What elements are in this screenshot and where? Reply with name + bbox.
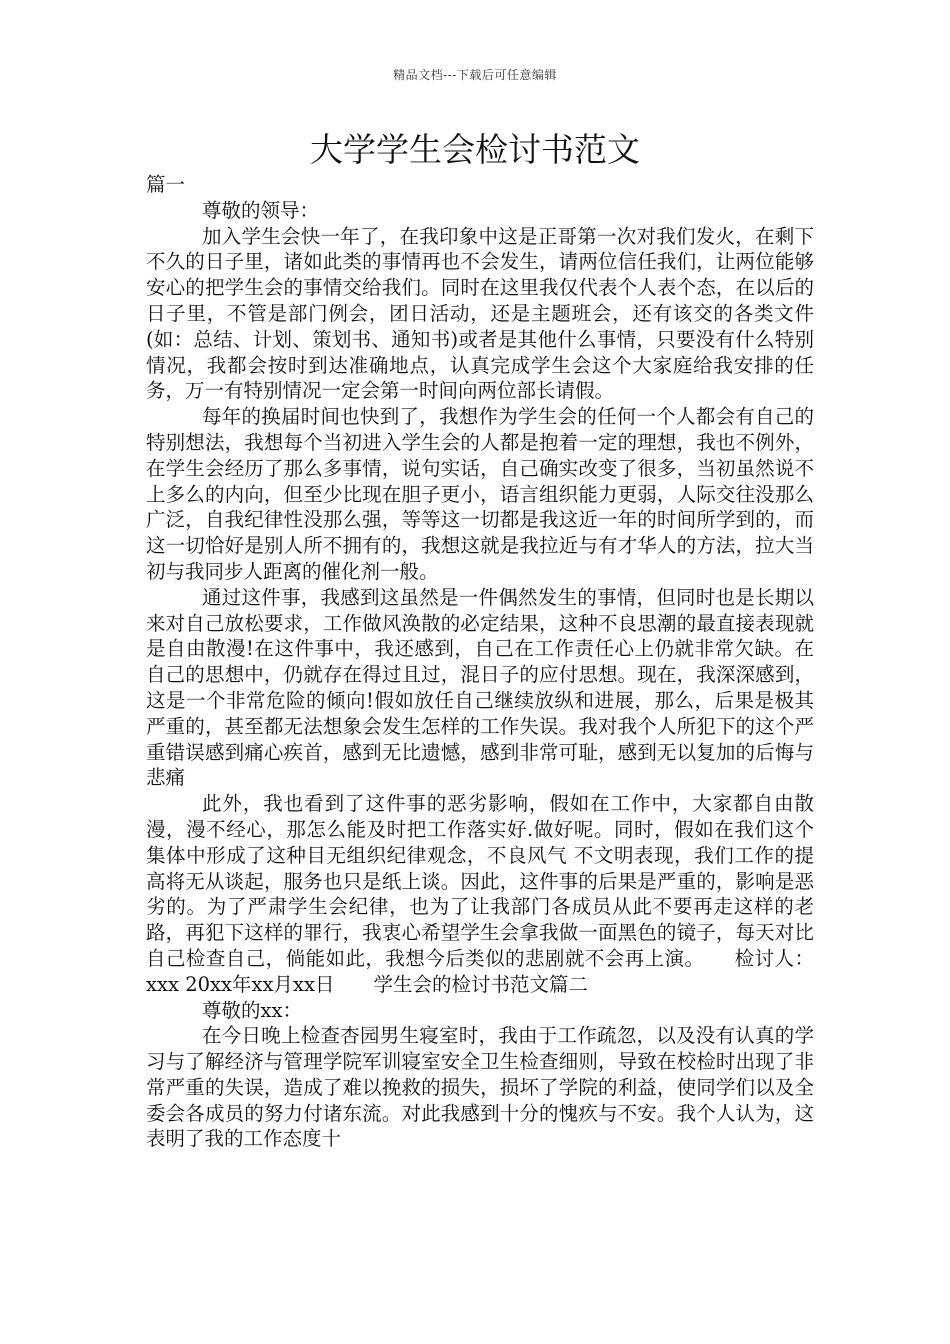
document-body [146,172,814,1152]
body-paragraph: 每年的换届时间也快到了，我想作为学生会的任何一个人都会有自己的特别想法，我想每个当初进入学生会的人都是抱着一定的理想，我也不例外，在学生会经历了那么多事情，说句实话，自己确实改变了很多，当初虽然说不上多么的内向，但至少比现在胆子更小，语言组织能力更弱，人际交往没那么广泛，自我纪律性没那么强，等等这一切都是我这近一年的时间所学到的，而这一切恰好是别人所不拥有的，我想这就是我拉近与有才华人的方法，拉大当初与我同步人距离的催化剂一般。 [146,405,814,583]
section-label: 篇一 [146,173,186,196]
header-note: 精品文档---下载后可任意编辑 [393,68,557,82]
body-paragraph: 通过这件事，我感到这虽然是一件偶然发生的事情，但同时也是长期以来对自己放松要求，工作做风涣散的必定结果，这种不良思潮的最直接表现就是自由散漫!在这件事中，我还感到，自己在工作责任心上仍就非常欠缺。在自己的思想中，仍就存在得过且过，混日子的应付思想。现在，我深深感到，这是一个非常危险的倾向!假如放任自己继续放纵和进展，那么，后果是极其严重的，甚至都无法想象会发生怎样的工作失误。我对我个人所犯下的这个严重错误感到痛心疾首，感到无比遗憾，感到非常可耻，感到无以复加的后悔与悲痛 [146,585,814,790]
document-title: 大学学生会检讨书范文 [310,130,640,169]
body-paragraph: 此外，我也看到了这件事的恶劣影响，假如在工作中，大家都自由散漫，漫不经心，那怎么能及时把工作落实好.做好呢。同时，假如在我们这个集体中形成了这种目无组织纪律观念，不良风气 不文明表现，我们工作的提高将无从谈起，服务也只是纸上谈。因此，这件事的后果是严重的，影响是恶劣的。为了严肃学生会纪律，也为了让我部门各成员从此不要再走这样的老路，再犯下这样的罪行，我衷心希望学生会拿我做一面黑色的镜子，每天对比自己检查自己，倘能如此，我想今后类似的悲剧就不会再上演。 检讨人：xxx 20xx年xx月xx日 学生会的检讨书范文篇二 [146,792,814,996]
salutation: 尊敬的xx： [202,998,302,1022]
salutation: 尊敬的领导： [202,198,320,222]
body-paragraph: 加入学生会快一年了，在我印象中这是正哥第一次对我们发火，在剩下不久的日子里，诸如此类的事情再也不会发生，请两位信任我们，让两位能够安心的把学生会的事情交给我们。同时在这里我仅代表个人表个态，在以后的日子里，不管是部门例会，团日活动，还是主题班会，还有该交的各类文件(如：总结、计划、策划书、通知书)或者是其他什么事情，只要没有什么特别情况，我都会按时到达准确地点，认真完成学生会这个大家庭给我安排的任务，万一有特别情况一定会第一时间向两位部长请假。 [146,224,814,403]
body-paragraph: 在今日晚上检查杏园男生寝室时，我由于工作疏忽，以及没有认真的学习与了解经济与管理学院军训寝室安全卫生检查细则，导致在校检时出现了非常严重的失误，造成了难以挽救的损失，损坏了学院的利益，使同学们以及全委会各成员的努力付诸东流。对此我感到十分的愧疚与不安。我个人认为，这表明了我的工作态度十 [146,1024,814,1151]
